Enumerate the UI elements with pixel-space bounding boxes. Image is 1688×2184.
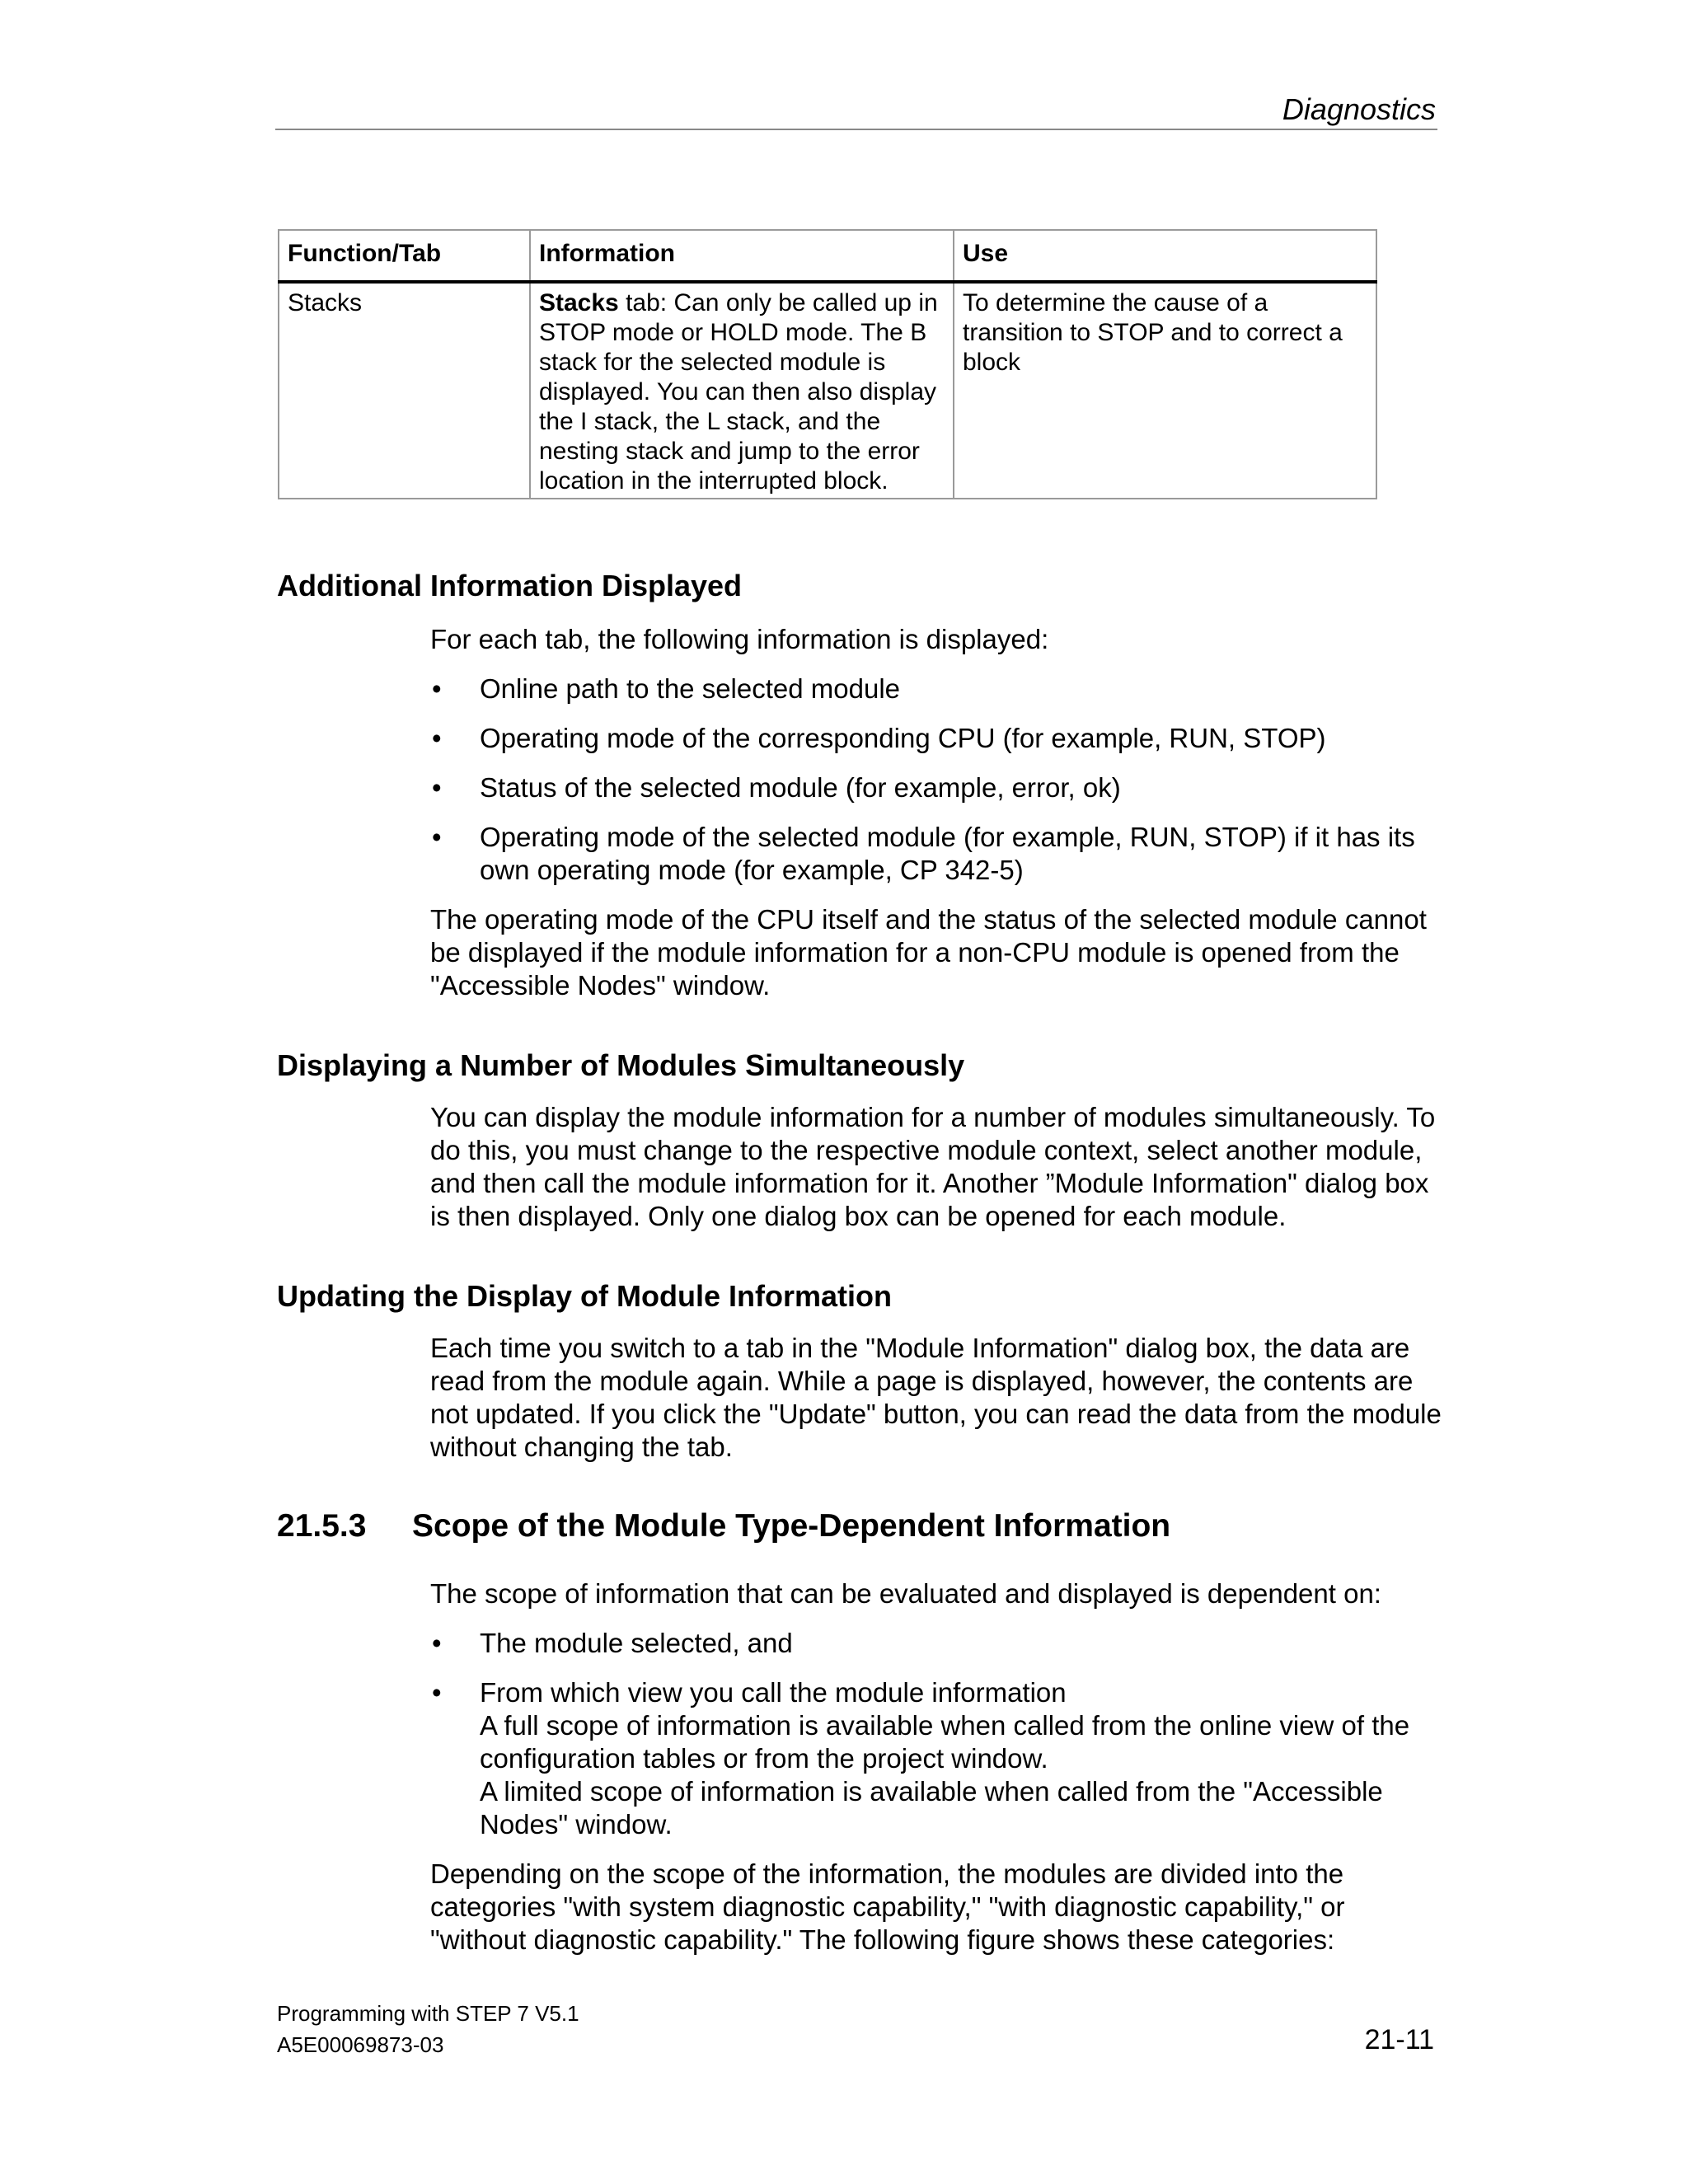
list-item bbox=[430, 771, 1444, 804]
list-item-text: Operating mode of the corresponding CPU (for example, RUN, STOP) bbox=[480, 723, 1326, 753]
section-number: 21.5.3 bbox=[277, 1508, 367, 1544]
column-header-information: Information bbox=[530, 230, 954, 282]
section4-intro: The scope of information that can be evaluated and displayed is dependent on: bbox=[430, 1578, 1381, 1609]
list-item-text: The module selected, and bbox=[480, 1628, 793, 1658]
section1-bullet-list bbox=[430, 673, 1444, 903]
section1-outro: The operating mode of the CPU itself and the status of the selected module cannot be displayed if the module information for a non-CPU module is opened from the "Accessible Nodes" window. bbox=[430, 904, 1427, 1001]
footer-left bbox=[277, 1998, 579, 2060]
list-item bbox=[430, 821, 1444, 887]
section3-text: Each time you switch to a tab in the "Module Information" dialog box, the data are read from the module again. While a page is displayed, however, the contents are not updated. If you click the "Update" button, you can read the data from the module without changing the tab. bbox=[430, 1333, 1442, 1462]
table-row bbox=[279, 282, 1376, 499]
bullet-icon: • bbox=[432, 772, 442, 803]
heading-updating-display: Updating the Display of Module Information bbox=[277, 1279, 892, 1313]
bullet-icon: • bbox=[432, 1677, 442, 1708]
bullet-icon: • bbox=[432, 822, 442, 852]
list-item-subtext: A limited scope of information is available when called from the "Accessible Nodes" window. bbox=[480, 1776, 1383, 1840]
page-number: 21-11 bbox=[1364, 2024, 1434, 2055]
list-item-text: Online path to the selected module bbox=[480, 673, 901, 704]
footer-document-number: A5E00069873-03 bbox=[277, 2032, 444, 2057]
section2-text: You can display the module information for a number of modules simultaneously. To do this, you must change to the respective module context, select another module, and then call the module information for it. Another ”Module Information" dialog box is then displayed. Only one dialog box can be opened for each module. bbox=[430, 1102, 1436, 1231]
footer-document-title: Programming with STEP 7 V5.1 bbox=[277, 2001, 579, 2026]
cell-information-text: tab: Can only be called up in STOP mode or HOLD mode. The B stack for the selected module is displayed. You can then also display the I stack, the L stack, and the nesting stack and jump to the error location in the interrupted block. bbox=[539, 289, 938, 494]
list-item bbox=[430, 1627, 1444, 1660]
bullet-icon: • bbox=[432, 673, 442, 704]
section-title: Scope of the Module Type-Dependent Information bbox=[412, 1508, 1171, 1544]
header-rule bbox=[275, 129, 1437, 130]
list-item-text: From which view you call the module information bbox=[480, 1677, 1067, 1708]
cell-information-bold: Stacks bbox=[539, 289, 619, 316]
running-header: Diagnostics bbox=[1282, 92, 1436, 126]
section4-outro: Depending on the scope of the information, the modules are divided into the categories "with system diagnostic capability," "with diagnostic capability," or "without diagnostic capability." The following figure shows these categories: bbox=[430, 1858, 1345, 1955]
list-item bbox=[430, 1676, 1444, 1841]
cell-function: Stacks bbox=[279, 282, 530, 499]
bullet-icon: • bbox=[432, 1628, 442, 1658]
list-item-text: Status of the selected module (for example, error, ok) bbox=[480, 772, 1121, 803]
function-table bbox=[278, 229, 1377, 499]
cell-use: To determine the cause of a transition to STOP and to correct a block bbox=[954, 282, 1376, 499]
column-header-use: Use bbox=[954, 230, 1376, 282]
column-header-function: Function/Tab bbox=[279, 230, 530, 282]
list-item-subtext: A full scope of information is available when called from the online view of the configuration tables or from the project window. bbox=[480, 1710, 1410, 1774]
bullet-icon: • bbox=[432, 723, 442, 753]
heading-displaying-modules: Displaying a Number of Modules Simultaneously bbox=[277, 1048, 965, 1082]
table-header-row bbox=[279, 230, 1376, 282]
list-item-text: Operating mode of the selected module (for example, RUN, STOP) if it has its own operating mode (for example, CP 342-5) bbox=[480, 822, 1415, 885]
section4-bullet-list bbox=[430, 1627, 1444, 1858]
cell-information bbox=[530, 282, 954, 499]
section1-intro: For each tab, the following information is displayed: bbox=[430, 624, 1049, 654]
list-item bbox=[430, 722, 1444, 755]
list-item bbox=[430, 673, 1444, 705]
heading-additional-information: Additional Information Displayed bbox=[277, 569, 743, 602]
